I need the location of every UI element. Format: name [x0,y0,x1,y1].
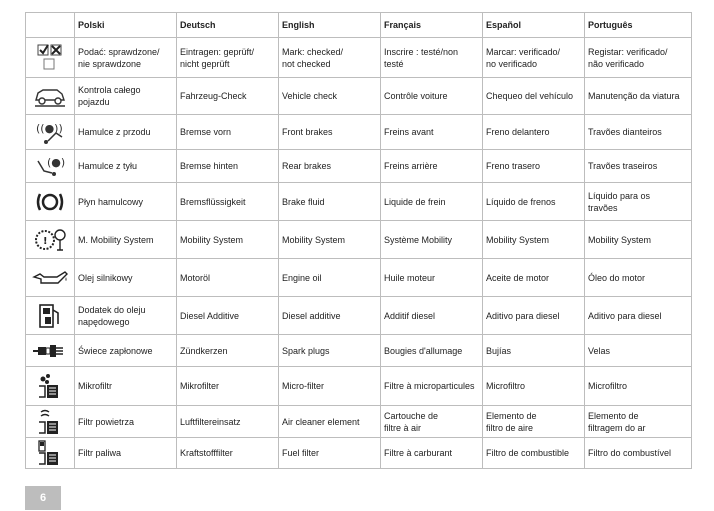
cell-francais: Inscrire : testé/non testé [381,38,483,78]
cell-portugues: Filtro do combustível [585,438,692,469]
cell-deutsch: Bremse hinten [177,150,279,183]
table-row [26,406,692,438]
header-polski: Polski [75,13,177,38]
cell-portugues: Velas [585,335,692,367]
diesel-additive-icon [26,297,75,335]
header-espanol: Español [483,13,585,38]
table-row [26,259,692,297]
cell-english: Air cleaner element [279,406,381,438]
svg-text:((●)): ((●)) [36,122,63,135]
rear-brakes-icon [26,150,75,183]
cell-espanol: Elemento de filtro de aire [483,406,585,438]
front-brakes-icon [26,115,75,150]
engine-oil-icon [26,259,75,297]
cell-francais: Bougies d'allumage [381,335,483,367]
table-row [26,115,692,150]
fuel-filter-icon [26,438,75,469]
brake-fluid-icon [26,183,75,221]
svg-text:(●): (●) [47,156,66,169]
cell-espanol: Marcar: verificado/ no verificado [483,38,585,78]
cell-francais: Contrôle voiture [381,78,483,115]
cell-espanol: Freno delantero [483,115,585,150]
cell-english: Front brakes [279,115,381,150]
cell-espanol: Microfiltro [483,367,585,406]
cell-deutsch: Diesel Additive [177,297,279,335]
cell-espanol: Filtro de combustible [483,438,585,469]
cell-francais: Filtre à microparticules [381,367,483,406]
header-francais: Français [381,13,483,38]
cell-portugues: Elemento de filtragem do ar [585,406,692,438]
table-row [26,221,692,259]
cell-deutsch: Luftfiltereinsatz [177,406,279,438]
icon-column-header [26,13,75,38]
car-check-icon [26,78,75,115]
maintenance-glossary-table [25,12,692,469]
cell-portugues: Travões dianteiros [585,115,692,150]
cell-deutsch: Zündkerzen [177,335,279,367]
cell-deutsch: Mobility System [177,221,279,259]
mobility-system-icon [26,221,75,259]
cell-espanol: Aceite de motor [483,259,585,297]
table-row [26,150,692,183]
table-row [26,183,692,221]
cell-polski: Hamulce z tyłu [75,150,177,183]
cell-portugues: Mobility System [585,221,692,259]
cell-english: Fuel filter [279,438,381,469]
cell-english: Mark: checked/ not checked [279,38,381,78]
cell-espanol: Chequeo del vehículo [483,78,585,115]
cell-francais: Liquide de frein [381,183,483,221]
cell-portugues: Líquido para os travões [585,183,692,221]
cell-polski: Świece zapłonowe [75,335,177,367]
cell-portugues: Aditivo para diesel [585,297,692,335]
header-row [26,13,692,38]
cell-francais: Freins arrière [381,150,483,183]
cell-deutsch: Motoröl [177,259,279,297]
cell-english: Engine oil [279,259,381,297]
cell-francais: Huile moteur [381,259,483,297]
cell-espanol: Aditivo para diesel [483,297,585,335]
table-row [26,38,692,78]
header-deutsch: Deutsch [177,13,279,38]
header-english: English [279,13,381,38]
cell-polski: Filtr powietrza [75,406,177,438]
cell-english: Rear brakes [279,150,381,183]
cell-portugues: Óleo do motor [585,259,692,297]
table-row [26,297,692,335]
checkbox-checked-crossed-icon [26,38,75,78]
table-row [26,78,692,115]
cell-francais: Système Mobility [381,221,483,259]
cell-polski: Podać: sprawdzone/ nie sprawdzone [75,38,177,78]
spark-plug-icon [26,335,75,367]
cell-francais: Filtre à carburant [381,438,483,469]
table-row [26,367,692,406]
cell-francais: Cartouche de filtre à air [381,406,483,438]
cell-deutsch: Bremse vorn [177,115,279,150]
cell-english: Spark plugs [279,335,381,367]
cell-deutsch: Kraftstofffilter [177,438,279,469]
cell-english: Vehicle check [279,78,381,115]
cell-espanol: Mobility System [483,221,585,259]
page-number: 6 [25,486,61,510]
cell-deutsch: Bremsflüssigkeit [177,183,279,221]
cell-polski: M. Mobility System [75,221,177,259]
cell-portugues: Registar: verificado/ não verificado [585,38,692,78]
cell-polski: Hamulce z przodu [75,115,177,150]
cell-espanol: Freno trasero [483,150,585,183]
cell-espanol: Bujías [483,335,585,367]
cell-deutsch: Fahrzeug-Check [177,78,279,115]
header-portugues: Português [585,13,692,38]
cell-polski: Kontrola całego pojazdu [75,78,177,115]
cell-portugues: Travões traseiros [585,150,692,183]
table-row [26,438,692,469]
cell-english: Micro-filter [279,367,381,406]
cell-english: Brake fluid [279,183,381,221]
table-row [26,335,692,367]
cell-english: Diesel additive [279,297,381,335]
cell-francais: Additif diesel [381,297,483,335]
air-filter-icon [26,406,75,438]
cell-polski: Filtr paliwa [75,438,177,469]
cell-polski: Dodatek do oleju napędowego [75,297,177,335]
cell-francais: Freins avant [381,115,483,150]
micro-filter-icon [26,367,75,406]
svg-text:!: ! [43,235,48,247]
cell-polski: Olej silnikowy [75,259,177,297]
cell-deutsch: Mikrofilter [177,367,279,406]
cell-english: Mobility System [279,221,381,259]
cell-espanol: Líquido de frenos [483,183,585,221]
cell-portugues: Microfiltro [585,367,692,406]
cell-deutsch: Eintragen: geprüft/ nicht geprüft [177,38,279,78]
cell-polski: Mikrofiltr [75,367,177,406]
cell-polski: Płyn hamulcowy [75,183,177,221]
cell-portugues: Manutenção da viatura [585,78,692,115]
